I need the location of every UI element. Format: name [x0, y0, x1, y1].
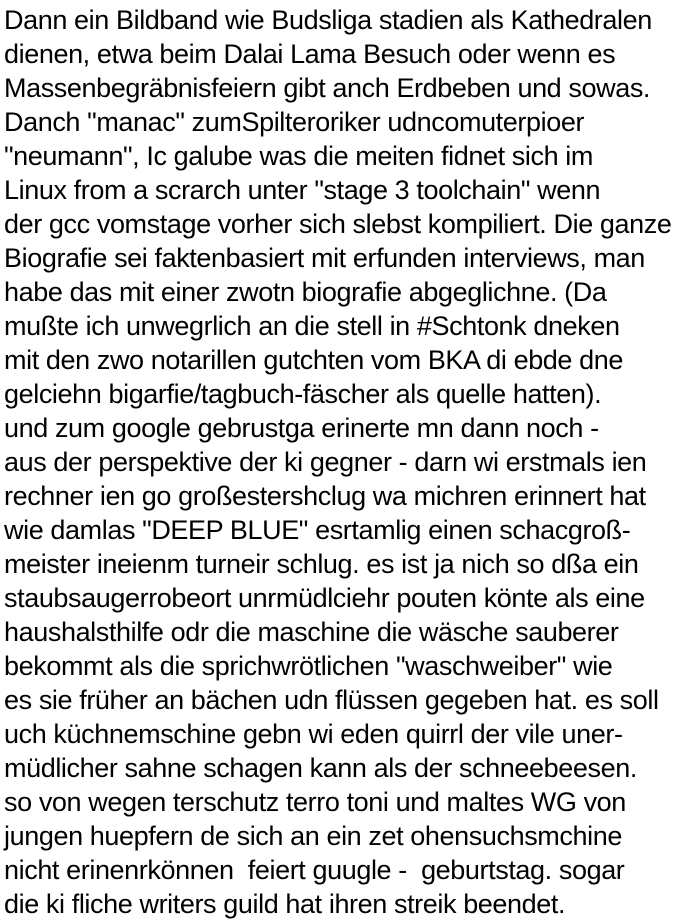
- text-line: jungen huepfern de sich an ein zet ohensuchsmchine: [4, 821, 622, 851]
- text-line: haushalsthilfe odr die maschine die wäsche sauberer: [4, 617, 619, 647]
- text-line: aus der perspektive der ki gegner - darn wi erstmals ien: [4, 447, 647, 477]
- text-line: müdlicher sahne schagen kann als der schneebeesen.: [4, 753, 637, 783]
- text-line: "neumann", Ic galube was die meiten fidnet sich im: [4, 141, 593, 171]
- text-line: Danch "manac" zumSpilteroriker udncomuterpioer: [4, 107, 585, 137]
- text-line: rechner ien go großestershclug wa michren erinnert hat: [4, 481, 646, 511]
- text-line: Biografie sei faktenbasiert mit erfunden interviews, man: [4, 243, 645, 273]
- text-line: mit den zwo notarillen gutchten vom BKA di ebde dne: [4, 345, 623, 375]
- text-line: so von wegen terschutz terro toni und maltes WG von: [4, 787, 626, 817]
- text-line: Massenbegräbnisfeiern gibt anch Erdbeben und sowas.: [4, 73, 651, 103]
- text-line: staubsaugerrobeort unrmüdlciehr pouten könte als eine: [4, 583, 645, 613]
- text-line: der gcc vomstage vorher sich slebst kompiliert. Die ganze: [4, 209, 672, 239]
- text-line: es sie früher an bächen udn flüssen gegeben hat. es soll: [4, 685, 659, 715]
- text-line: die ki fliche writers guild hat ihren streik beendet.: [4, 889, 566, 919]
- text-line: mußte ich unwegrlich an die stell in #Schtonk dneken: [4, 311, 620, 341]
- text-line: uch küchnemschine gebn wi eden quirrl der vile uner-: [4, 719, 623, 749]
- text-line: dienen, etwa beim Dalai Lama Besuch oder wenn es: [4, 39, 616, 69]
- text-line: Linux from a scrarch unter "stage 3 toolchain" wenn: [4, 175, 601, 205]
- text-line: gelciehn bigarfie/tagbuch-fäscher als quelle hatten).: [4, 379, 602, 409]
- text-line: nicht erinenrkönnen feiert guugle - geburtstag. sogar: [4, 855, 625, 885]
- text-line: wie damlas "DEEP BLUE" esrtamlig einen schacgroß-: [4, 515, 631, 545]
- text-line: Dann ein Bildband wie Budsliga stadien als Kathedralen: [4, 5, 652, 35]
- text-line: und zum google gebrustga erinerte mn dann noch -: [4, 413, 599, 443]
- text-line: habe das mit einer zwotn biografie abgeglichne. (Da: [4, 277, 607, 307]
- text-line: meister ineienm turneir schlug. es ist ja nich so dßa ein: [4, 549, 639, 579]
- text-line: bekommt als die sprichwrötlichen "waschweiber" wie: [4, 651, 613, 681]
